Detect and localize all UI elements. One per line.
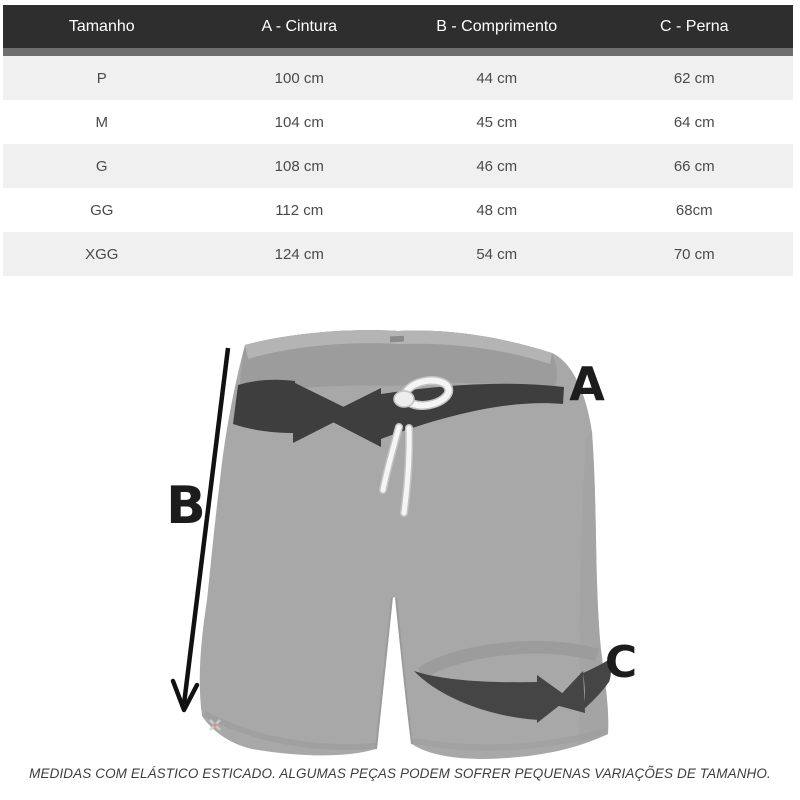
drawstring-knot	[394, 391, 414, 407]
size-label: G	[95, 157, 108, 175]
waistband-tag	[390, 336, 404, 343]
measure-label-a: A	[569, 357, 605, 411]
table-row	[3, 232, 793, 276]
cintura-value: 100 cm	[274, 69, 324, 87]
table-row	[3, 100, 793, 144]
header-divider	[3, 48, 793, 56]
perna-value: 66 cm	[673, 157, 715, 175]
footer-note: MEDIDAS COM ELÁSTICO ESTICADO. ALGUMAS PEÇAS PODEM SOFRER PEQUENAS VARIAÇÕES DE TAMANHO.	[29, 766, 771, 781]
measure-label-b: B	[166, 476, 206, 536]
size-label: GG	[90, 201, 114, 219]
cintura-value: 104 cm	[274, 113, 324, 131]
cintura-value: 124 cm	[274, 245, 324, 263]
comprimento-value: 45 cm	[476, 113, 518, 131]
shorts-diagram-svg	[140, 300, 660, 780]
comprimento-value: 54 cm	[476, 245, 518, 263]
measure-label-c: C	[604, 637, 638, 688]
size-label: M	[95, 113, 108, 131]
header-cell-cintura: A - Cintura	[261, 17, 338, 35]
size-label: XGG	[85, 245, 119, 263]
header-cell-tamanho: Tamanho	[68, 17, 135, 35]
table-row	[3, 144, 793, 188]
header-cell-comprimento: B - Comprimento	[436, 17, 558, 35]
perna-value: 62 cm	[673, 69, 715, 87]
size-table	[3, 5, 793, 276]
table-header-row	[3, 5, 793, 48]
comprimento-value: 48 cm	[476, 201, 518, 219]
header-cell-perna: C - Perna	[660, 17, 729, 35]
waist-band-left	[233, 380, 295, 433]
size-label: P	[96, 69, 107, 87]
comprimento-value: 44 cm	[476, 69, 518, 87]
table-row	[3, 56, 793, 100]
cintura-value: 108 cm	[274, 157, 324, 175]
perna-value: 64 cm	[673, 113, 715, 131]
table-row	[3, 188, 793, 232]
cintura-value: 112 cm	[275, 201, 324, 219]
perna-value: 70 cm	[673, 245, 715, 263]
shorts-measure-diagram	[140, 300, 660, 780]
perna-value: 68cm	[675, 201, 713, 219]
comprimento-value: 46 cm	[476, 157, 518, 175]
